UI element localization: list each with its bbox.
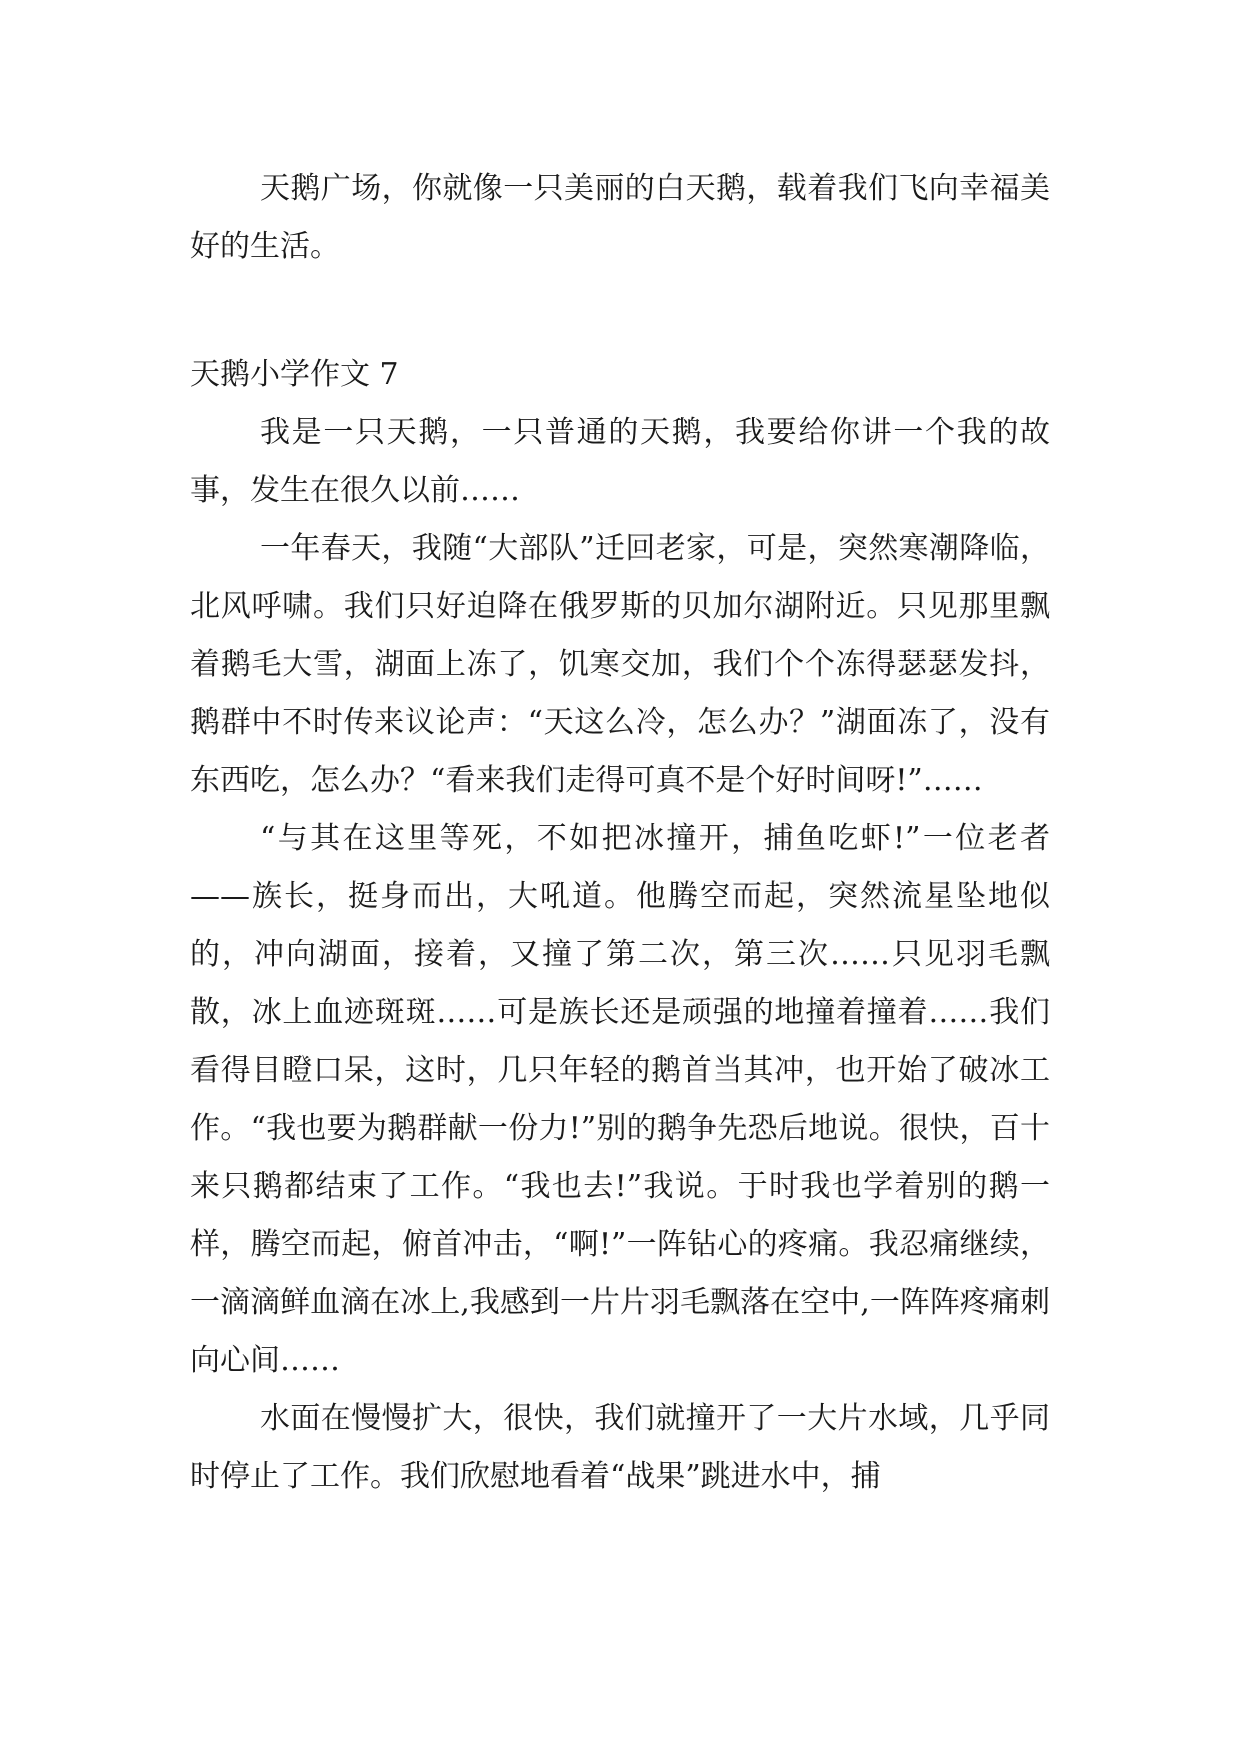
essay-paragraph-2: 一年春天，我随“大部队”迁回老家，可是，突然寒潮降临，北风呼啸。我们只好迫降在俄罗斯的贝加尔湖附近。只见那里飘着鹅毛大雪，湖面上冻了，饥寒交加，我们个个冻得瑟瑟发抖，鹅群中不时传来议论声：“天这么冷，怎么办？”湖面冻了，没有东西吃，怎么办？“看来我们走得可真不是个好时间呀!”……	[190, 531, 1050, 798]
essay-paragraph-3: “与其在这里等死，不如把冰撞开，捕鱼吃虾!”一位老者——族长，挺身而出，大吼道。他腾空而起，突然流星坠地似的，冲向湖面，接着，又撞了第二次，第三次……只见羽毛飘散，冰上血迹斑斑……可是族长还是顽强的地撞着撞着……我们看得目瞪口呆，这时，几只年轻的鹅首当其冲，也开始了破冰工作。“我也要为鹅群献一份力!”别的鹅争先恐后地说。很快，百十来只鹅都结束了工作。“我也去!”我说。于时我也学着别的鹅一样，腾空而起，俯首冲击，“啊!”一阵钻心的疼痛。我忍痛继续，一滴滴鲜血滴在冰上,我感到一片片羽毛飘落在空中,一阵阵疼痛刺向心间……	[190, 821, 1050, 1378]
document-body	[190, 160, 1050, 1506]
essay-paragraph-4: 水面在慢慢扩大，很快，我们就撞开了一大片水域，几乎同时停止了工作。我们欣慰地看着“战果”跳进水中，捕	[190, 1401, 1050, 1494]
essay-paragraph-1: 我是一只天鹅，一只普通的天鹅，我要给你讲一个我的故事，发生在很久以前……	[190, 415, 1050, 508]
essay-heading: 天鹅小学作文 7	[190, 357, 399, 392]
intro-paragraph: 天鹅广场，你就像一只美丽的白天鹅，载着我们飞向幸福美好的生活。	[190, 171, 1050, 264]
